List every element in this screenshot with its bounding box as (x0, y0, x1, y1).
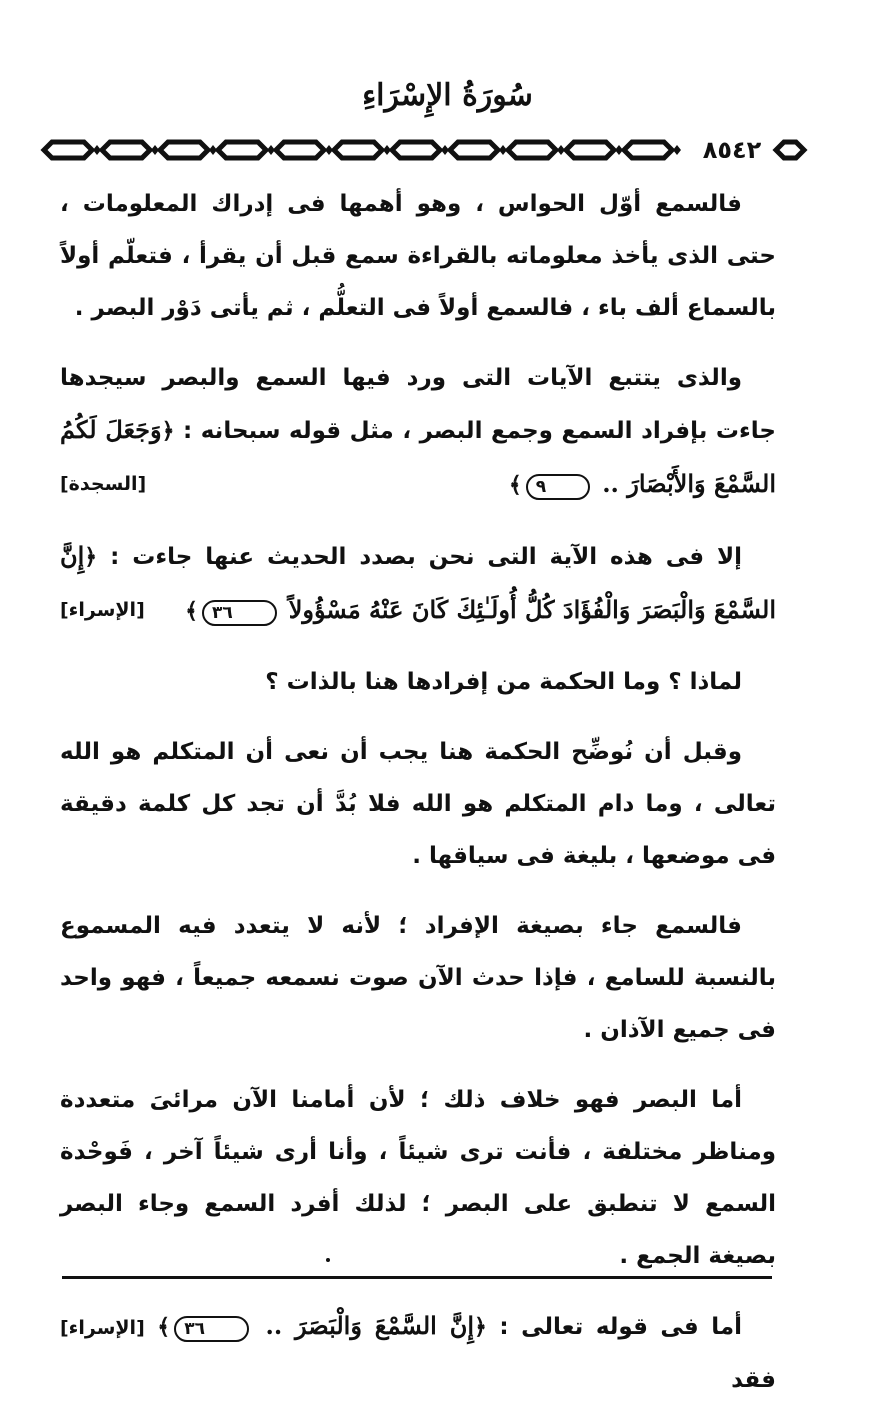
close-quran-bracket: ﴾ (157, 1315, 171, 1340)
paragraph-8-text: أما فى قوله تعالى : (499, 1314, 743, 1340)
surah-title: سُورَةُ الإِسْرَاءِ (362, 78, 533, 113)
footer-rule (62, 1276, 772, 1279)
paragraph-4: لماذا ؟ وما الحكمة من إفرادها هنا بالذات ؟ (265, 669, 742, 695)
paragraph-8 (60, 1300, 776, 1406)
open-quran-bracket: ﴿ (84, 545, 98, 570)
ayah-number-badge: ٣٦ (202, 600, 277, 626)
quran-verse-sajda: وَجَعَلَ لَكُمُ السَّمْعَ وَالأَبْصَارَ .. (60, 415, 776, 498)
verse-reference-isra-short: [الإسراء] (60, 1317, 145, 1339)
close-quran-bracket: ﴾ (508, 473, 522, 498)
paragraph-2 (60, 352, 776, 512)
verse-reference-sajda: [السجدة] (60, 473, 147, 495)
paragraph-6: فالسمع جاء بصيغة الإفراد ؛ لأنه لا يتعدد فيه المسموع بالنسبة للسامع ، فإذا حدث الآن صوت نسمعه جميعاً ، فهو واحد فى جميع الآذان . (60, 913, 776, 1043)
paragraph-5: وقبل أن نُوضِّح الحكمة هنا يجب أن نعى أن المتكلم هو الله تعالى ، وما دام المتكلم هو الله فلا بُدَّ أن تجد كل كلمة دقيقة فى موضعها ، بليغة فى سياقها . (60, 739, 776, 869)
ayah-number-badge: ٩ (526, 474, 590, 500)
stray-dot (326, 1258, 330, 1262)
ayah-number-badge: ٣٦ (174, 1316, 249, 1342)
quran-verse-isra-short: إِنَّ السَّمْعَ وَالْبَصَرَ .. (265, 1311, 474, 1340)
open-quran-bracket: ﴿ (161, 419, 175, 444)
paragraph-1: فالسمع أوّل الحواس ، وهو أهمها فى إدراك المعلومات ، حتى الذى يأخذ معلوماته بالقراءة سمع قبل أن يقرأ ، فتعلّم أولاً بالسماع ألف باء ، فالسمع أولاً فى التعلُّم ، ثم يأتى دَوْر البصر . (60, 191, 776, 321)
paragraph-3-text: إلا فى هذه الآية التى نحن بصدد الحديث عنها جاءت : (110, 544, 742, 570)
verse-reference-isra: [الإسراء] (60, 599, 145, 621)
ornamental-border (40, 133, 810, 167)
paragraph-2-text: والذى يتتبع الآيات التى ورد فيها السمع والبصر سيجدها جاءت بإفراد السمع وجمع البصر ، مثل قوله سبحانه : (60, 365, 776, 444)
close-quran-bracket: ﴾ (185, 599, 198, 624)
paragraph-7: أما البصر فهو خلاف ذلك ؛ لأن أمامنا الآن مرائىَ متعددة ومناظر مختلفة ، فأنت ترى شيئاً ، وأنا أرى شيئاً آخر ، فَوحْدة السمع لا تنطبق على البصر ؛ لذلك أفرد السمع وجاء البصر بصيغة الجمع . (60, 1087, 776, 1269)
open-quran-bracket: ﴿ (474, 1315, 487, 1340)
paragraph-3 (60, 530, 776, 638)
paragraph-8-continuation: فقد (731, 1367, 776, 1393)
quran-verse-isra: إِنَّ السَّمْعَ وَالْبَصَرَ وَالْفُؤَادَ كُلُّ أُولَـٰئِكَ كَانَ عَنْهُ مَسْؤُولاً (60, 541, 776, 624)
page-number: ٨٥٤٢ (696, 134, 768, 166)
page-body (60, 178, 776, 1424)
